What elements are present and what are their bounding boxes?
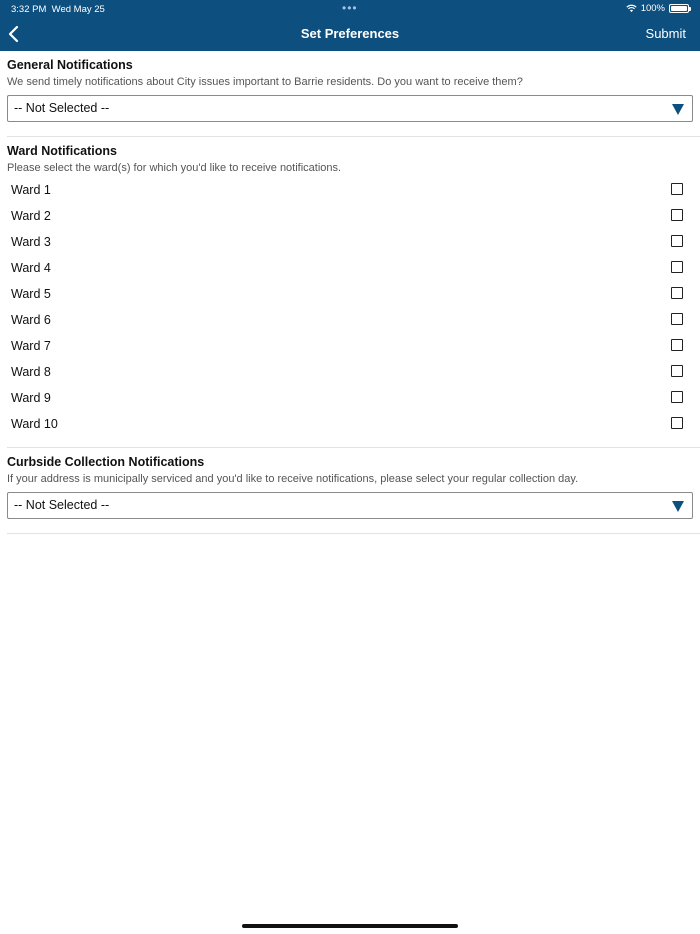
ward-label: Ward 6 <box>11 313 51 327</box>
ward-label: Ward 10 <box>11 417 58 431</box>
curbside-notifications-description: If your address is municipally serviced and you'd like to receive notifications, please select your regular collection day. <box>7 473 579 485</box>
ward-item-8[interactable] <box>0 359 700 385</box>
general-notifications-value: -- Not Selected -- <box>14 101 110 115</box>
ward-label: Ward 4 <box>11 261 51 275</box>
ward-checkbox[interactable] <box>671 183 683 195</box>
curbside-notifications-title: Curbside Collection Notifications <box>7 455 205 469</box>
battery-percent: 100% <box>640 3 665 14</box>
ward-list <box>0 177 700 437</box>
battery-icon <box>669 4 689 13</box>
ward-checkbox[interactable] <box>671 365 683 377</box>
divider <box>7 447 700 448</box>
ward-checkbox[interactable] <box>671 261 683 273</box>
status-bar <box>0 0 700 17</box>
ward-label: Ward 8 <box>11 365 51 379</box>
ward-label: Ward 7 <box>11 339 51 353</box>
status-right <box>626 3 689 14</box>
ward-item-10[interactable] <box>0 411 700 437</box>
app-header <box>0 0 700 51</box>
ward-item-9[interactable] <box>0 385 700 411</box>
ward-notifications-title: Ward Notifications <box>7 144 117 158</box>
ward-item-2[interactable] <box>0 203 700 229</box>
ward-checkbox[interactable] <box>671 313 683 325</box>
multitasking-dots-icon[interactable]: ••• <box>342 1 358 15</box>
ward-item-7[interactable] <box>0 333 700 359</box>
navigation-bar <box>0 17 700 51</box>
general-notifications-select[interactable] <box>7 95 693 122</box>
submit-button[interactable]: Submit <box>645 26 686 41</box>
dropdown-caret-icon <box>672 501 684 512</box>
ward-label: Ward 9 <box>11 391 51 405</box>
curbside-notifications-section <box>7 455 693 519</box>
status-time: 3:32 PM Wed May 25 <box>11 4 105 15</box>
divider <box>7 136 700 137</box>
ward-notifications-section <box>7 144 693 174</box>
ward-checkbox[interactable] <box>671 209 683 221</box>
ward-item-3[interactable] <box>0 229 700 255</box>
ward-checkbox[interactable] <box>671 287 683 299</box>
ward-label: Ward 2 <box>11 209 51 223</box>
general-notifications-title: General Notifications <box>7 58 133 72</box>
home-indicator[interactable] <box>242 924 458 928</box>
ward-item-4[interactable] <box>0 255 700 281</box>
divider <box>7 533 700 534</box>
ward-checkbox[interactable] <box>671 391 683 403</box>
ward-item-5[interactable] <box>0 281 700 307</box>
curbside-collection-value: -- Not Selected -- <box>14 498 110 512</box>
ward-checkbox[interactable] <box>671 339 683 351</box>
curbside-collection-select[interactable] <box>7 492 693 519</box>
general-notifications-section <box>7 58 693 122</box>
page-title: Set Preferences <box>300 26 400 41</box>
ward-checkbox[interactable] <box>671 235 683 247</box>
ward-notifications-description: Please select the ward(s) for which you'd like to receive notifications. <box>7 162 342 174</box>
ward-label: Ward 5 <box>11 287 51 301</box>
ward-item-6[interactable] <box>0 307 700 333</box>
dropdown-caret-icon <box>672 104 684 115</box>
general-notifications-description: We send timely notifications about City issues important to Barrie residents. Do you want to receive them? <box>7 76 523 88</box>
wifi-icon <box>626 4 637 13</box>
ward-label: Ward 1 <box>11 183 51 197</box>
ward-item-1[interactable] <box>0 177 700 203</box>
ward-checkbox[interactable] <box>671 417 683 429</box>
ward-label: Ward 3 <box>11 235 51 249</box>
